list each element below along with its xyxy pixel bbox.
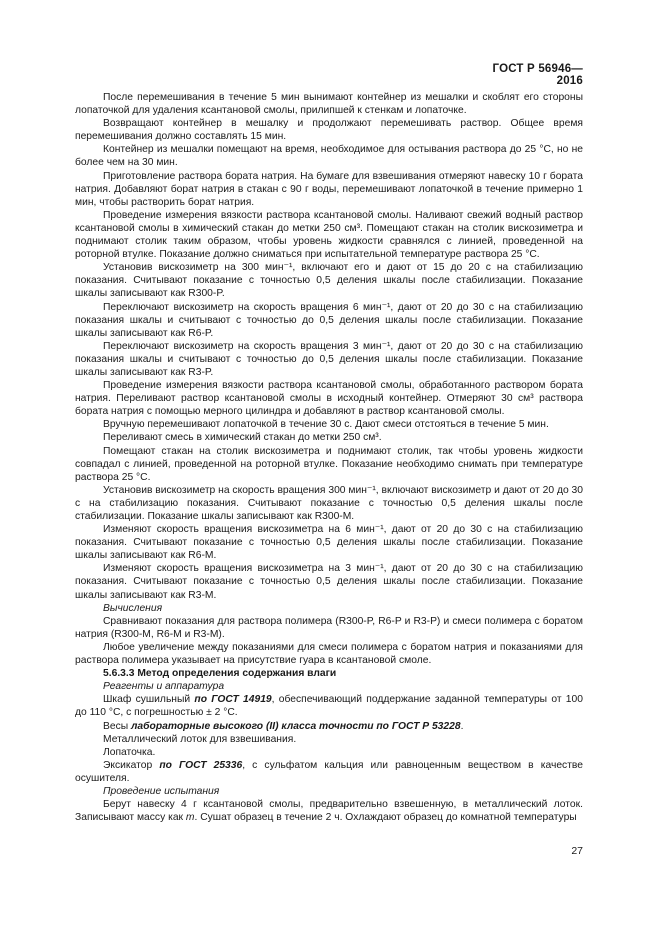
paragraph-5: Проведение измерения вязкости раствора ксантановой смолы. Наливают свежий водный раствор ксантановой смолы в химический стакан до метки 250 см³. Помещают стакан на столик вискозиметра и поднимают столик таким образом, чтобы уровень жидкости сравнялся с линией, проведенной на роторной втулке. Показание должно сниматься при испытательной температуре раствора 25 °С. — [75, 209, 583, 261]
paragraph-21: Шкаф сушильный по ГОСТ 14919, обеспечивающий поддержание заданной температуры от 100 до 110 °С, с погрешностью ± 2 °С. — [75, 694, 583, 719]
subheading-calculations: Вычисления — [103, 602, 163, 614]
paragraph-8: Переключают вискозиметр на скорость вращения 3 мин⁻¹, дают от 20 до 30 с на стабилизацию показания шкалы и считывают с точностью до 0,5 деления шкалы после стабилизации. Показание шкалы записывают как R3-P. — [75, 340, 583, 378]
paragraph-1: После перемешивания в течение 5 мин вынимают контейнер из мешалки и скоблят его стороны лопаточкой для удаления ксантановой смолы, прилипшей к стенкам и лопаточке. — [75, 92, 583, 117]
paragraph-4: Приготовление раствора бората натрия. На бумаге для взвешивания отмеряют навеску 10 г бората натрия. Добавляют борат натрия в стакан с 90 г воды, перемешивают лопаточкой в течение примерно 1 мин, чтобы растворить борат натрия. — [75, 170, 583, 208]
subheading-test-procedure: Проведение испытания — [103, 785, 220, 797]
paragraph-17: Сравнивают показания для раствора полимера (R300-P, R6-P и R3-P) и смеси полимера с боратом натрия (R300-M, R6-M и R3-M). — [75, 615, 583, 640]
paragraph-25: Эксикатор по ГОСТ 25336, с сульфатом кальция или равноценным веществом в качестве осушителя. — [75, 759, 583, 784]
paragraph-15: Изменяют скорость вращения вискозиметра на 3 мин⁻¹, дают от 20 до 30 с на стабилизацию показания. Считывают показание с точностью 0,5 деления шкалы после стабилизации. Показание шкалы записывают как R3-M. — [75, 563, 583, 601]
paragraph-24: Лопаточка. — [103, 746, 156, 758]
paragraph-27: Берут навеску 4 г ксантановой смолы, предварительно взвешенную, в металлический лоток. Записывают массу как m. Сушат образец в течение 2 ч. Охлаждают образец до комнатной температуры — [75, 799, 583, 824]
page-number: 27 — [571, 845, 583, 857]
paragraph-9: Проведение измерения вязкости раствора ксантановой смолы, обработанного раствором бората натрия. Переливают раствор ксантановой смолы в исходный контейнер. Отмеряют 30 см³ раствора бората натрия с помощью мерного цилиндра и добавляют в раствор ксантановой смолы. — [75, 380, 583, 418]
paragraph-6: Установив вискозиметр на 300 мин⁻¹, включают его и дают от 15 до 20 с на стабилизацию показания. Считывают показание с точностью 0,5 деления шкалы после стабилизации. Показание шкалы записывают как R300-P. — [75, 262, 583, 300]
paragraph-13: Установив вискозиметр на скорость вращения 300 мин⁻¹, включают вискозиметр и дают от 20 до 30 с на стабилизацию показания. Считывают показание с точностью 0,5 деления шкалы после стабилизации. Показание шкалы записывают как R300-M. — [75, 484, 583, 522]
paragraph-2: Возвращают контейнер в мешалку и продолжают перемешивать раствор. Общее время перемешивания должно составлять 15 мин. — [75, 118, 583, 143]
paragraph-10: Вручную перемешивают лопаточкой в течение 30 с. Дают смеси отстояться в течение 5 мин. — [103, 419, 549, 431]
paragraph-22: Весы лабораторные высокого (II) класса точности по ГОСТ Р 53228. — [103, 720, 464, 732]
section-heading-5-6-3-3: 5.6.3.3 Метод определения содержания влаги — [103, 668, 337, 680]
subheading-reagents: Реагенты и аппаратура — [103, 681, 225, 693]
paragraph-18: Любое увеличение между показаниями для смеси полимера с боратом натрия и показаниями для раствора полимера указывает на присутствие гуара в ксантановой смоле. — [75, 641, 583, 667]
paragraph-23: Металлический лоток для взвешивания. — [103, 733, 297, 745]
paragraph-3: Контейнер из мешалки помещают на время, необходимое для остывания раствора до 25 °С, но не более чем на 30 мин. — [75, 144, 583, 169]
page-header: ГОСТ Р 56946—2016 — [492, 63, 583, 87]
paragraph-7: Переключают вискозиметр на скорость вращения 6 мин⁻¹, дают от 20 до 30 с на стабилизацию показания шкалы и считывают с точностью до 0,5 деления шкалы после стабилизации. Показание шкалы записывают как R6-P. — [75, 301, 583, 339]
paragraph-14: Изменяют скорость вращения вискозиметра на 6 мин⁻¹, дают от 20 до 30 с на стабилизацию показания. Считывают показание с точностью 0,5 деления шкалы после стабилизации. Показание шкалы записывают как R6-M. — [75, 524, 583, 562]
paragraph-12: Помещают стакан на столик вискозиметра и поднимают столик, так чтобы уровень жидкости совпадал с линией, проведенной на роторной втулке. Показание необходимо снимать при температуре раствора 25 °С. — [75, 445, 583, 483]
document-body — [75, 91, 583, 824]
paragraph-11: Переливают смесь в химический стакан до метки 250 см³. — [103, 432, 382, 444]
